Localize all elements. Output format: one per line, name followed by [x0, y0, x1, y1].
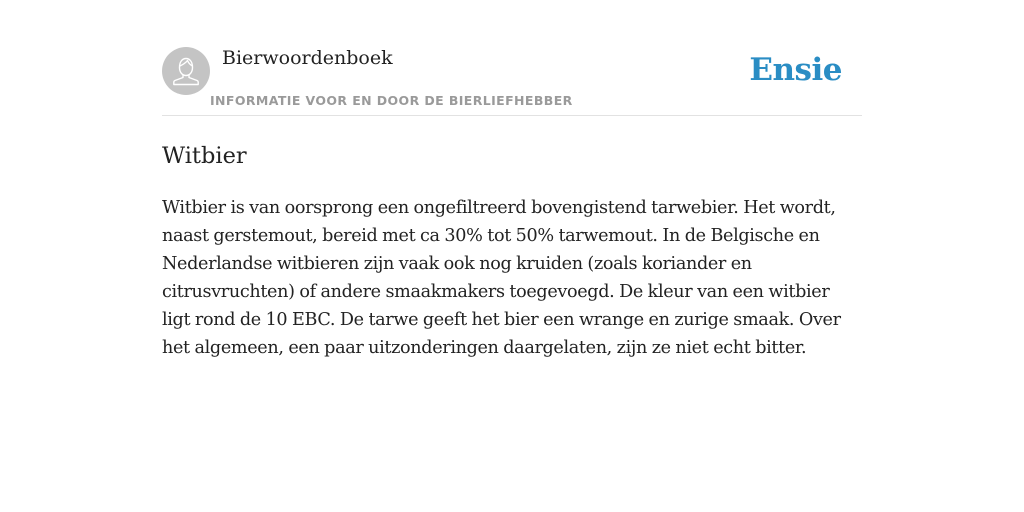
avatar[interactable] [162, 47, 210, 95]
ensie-logo-link[interactable]: Ensie [749, 52, 842, 88]
entry-definition: Witbier is van oorsprong een ongefiltreerd bovengistend tarwebier. Het wordt, naast gerstemout, bereid met ca 30% tot 50% tarwemout. In de Belgische en Nederlandse witbieren zijn vaak ook nog kruiden (zoals koriander en citrusvruchten) of andere smaakmakers toegevoegd. De kleur van een witbier ligt rond de 10 EBC. De tarwe geeft het bier een wrange en zurige smaak. Over het algemeen, een paar uitzonderingen daargelaten, zijn ze niet echt bitter. [162, 198, 841, 358]
user-silhouette-icon [162, 47, 210, 95]
site-header [162, 46, 862, 116]
page [162, 0, 862, 362]
entry-title: Witbier [162, 143, 247, 169]
site-tagline: INFORMATIE VOOR EN DOOR DE BIERLIEFHEBBER [210, 93, 573, 108]
site-name[interactable]: Bierwoordenboek [222, 47, 393, 69]
